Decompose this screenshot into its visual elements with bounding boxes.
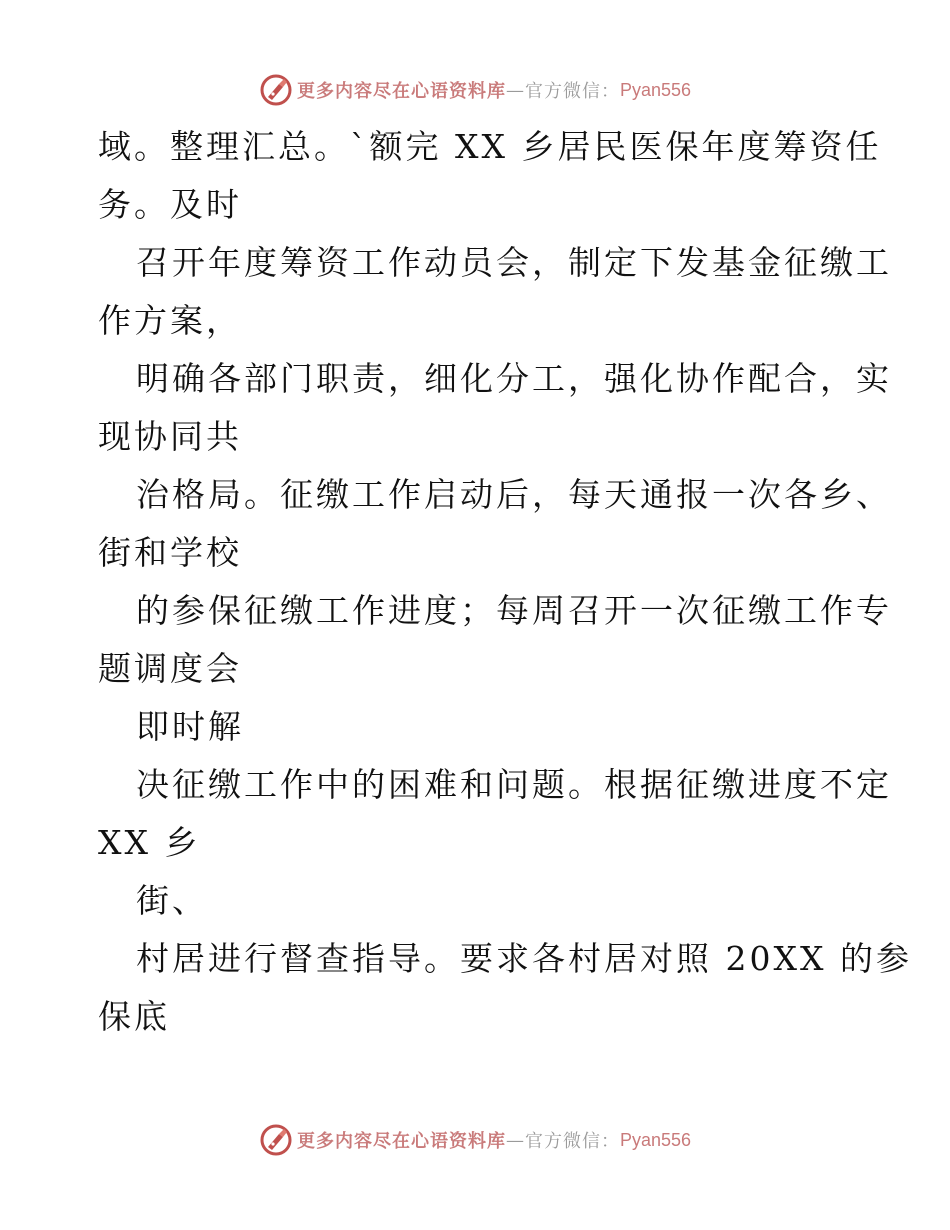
- header-banner: [0, 70, 950, 110]
- pen-nib-logo-icon: [259, 1123, 293, 1157]
- text-line: 务。及时: [98, 185, 242, 224]
- text-line: 题调度会: [98, 649, 242, 688]
- banner-main-text: 更多内容尽在心语资料库: [296, 81, 506, 102]
- banner-wechat-label: 官方微信：: [524, 1131, 620, 1152]
- banner-wechat-label: 官方微信：: [524, 81, 620, 102]
- banner-wechat-id: Pyan556: [619, 79, 692, 100]
- text-line: 街、: [136, 881, 208, 920]
- banner-wechat-id: Pyan556: [619, 1129, 692, 1150]
- text-line: 的参保征缴工作进度；每周召开一次征缴工作专: [136, 591, 892, 630]
- banner-main-text: 更多内容尽在心语资料库: [296, 1131, 506, 1152]
- text-line: 治格局。征缴工作启动后，每天通报一次各乡、: [136, 475, 892, 514]
- text-line: 明确各部门职责，细化分工，强化协作配合，实: [136, 359, 892, 398]
- text-line: 域。整理汇总。`额完 XX 乡居民医保年度筹资任: [98, 127, 882, 166]
- text-line: 现协同共: [98, 417, 242, 456]
- banner-dash: —: [505, 1129, 525, 1151]
- text-line: 村居进行督查指导。要求各村居对照 20XX 的参: [136, 939, 912, 978]
- document-body: [98, 118, 912, 1046]
- text-line: 召开年度筹资工作动员会，制定下发基金征缴工: [136, 243, 892, 282]
- banner-dash: —: [505, 79, 525, 101]
- text-line: 保底: [98, 997, 170, 1036]
- text-line: 即时解: [136, 707, 244, 746]
- text-line: 决征缴工作中的困难和问题。根据征缴进度不定: [136, 765, 892, 804]
- pen-nib-logo-icon: [259, 73, 293, 107]
- text-line: 街和学校: [98, 533, 242, 572]
- footer-banner: [0, 1120, 950, 1160]
- text-line: XX 乡: [98, 823, 201, 862]
- text-line: 作方案，: [98, 301, 242, 340]
